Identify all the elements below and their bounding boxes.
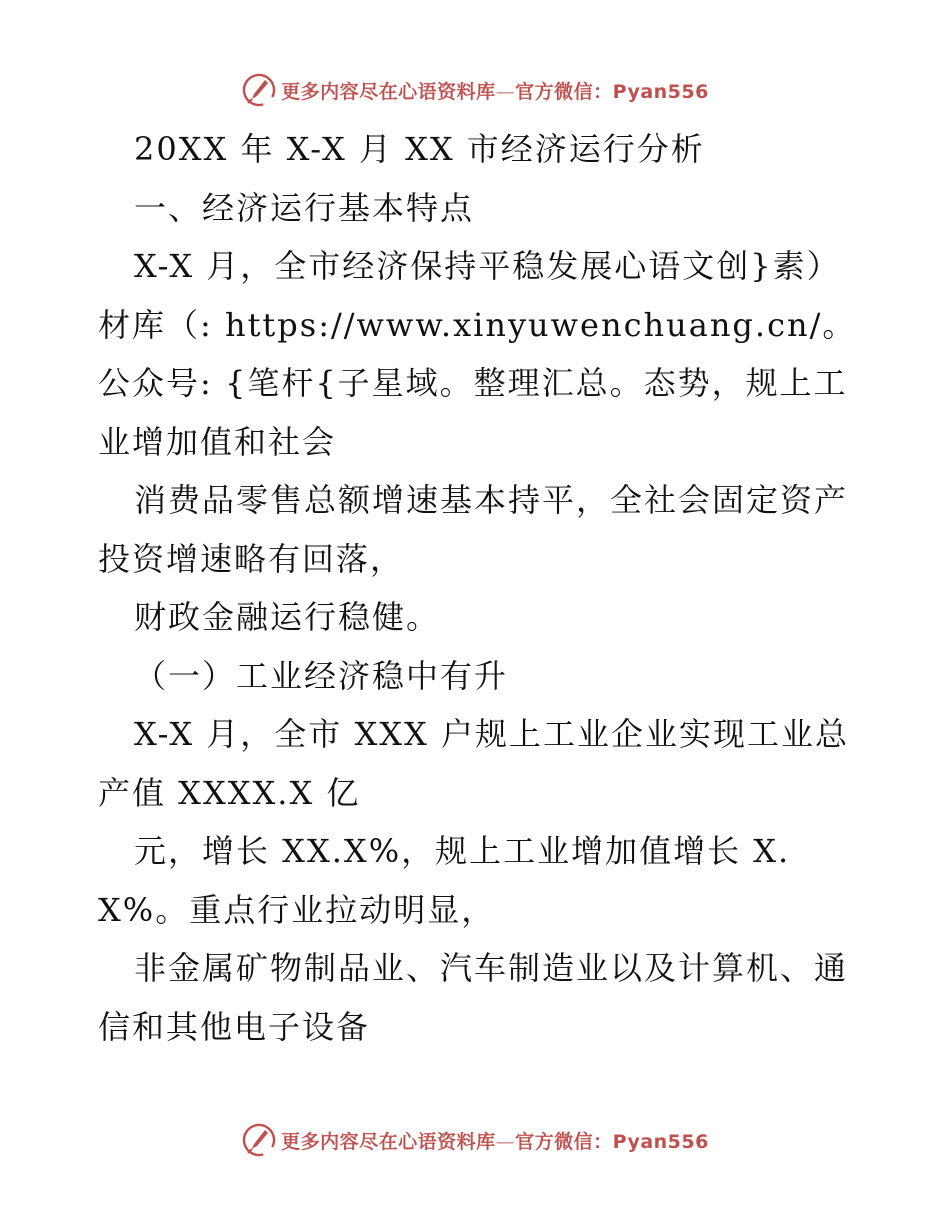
footer-banner xyxy=(0,1118,950,1162)
paragraph: 消费品零售总额增速基本持平，全社会固定资产投资增速略有回落， xyxy=(98,481,849,578)
document-body xyxy=(98,120,858,1056)
paragraph: X-X 月，全市 XXX 户规上工业企业实现工业总产值 XXXX.X 亿 xyxy=(98,715,849,812)
banner-wechat-text: 官方微信：Pyan556 xyxy=(515,1130,709,1153)
document-title: 20XX 年 X-X 月 XX 市经济运行分析 xyxy=(134,130,705,168)
paragraph: 非金属矿物制品业、汽车制造业以及计算机、通信和其他电子设备 xyxy=(98,949,849,1046)
header-banner xyxy=(0,68,950,112)
paragraph: 财政金融运行稳健。 xyxy=(134,598,441,636)
banner-main-text: 更多内容尽在心语资料库 xyxy=(281,80,496,103)
banner-wechat-text: 官方微信：Pyan556 xyxy=(515,80,709,103)
subsection-heading: （一）工业经济稳中有升 xyxy=(134,656,509,695)
quill-pen-logo-icon xyxy=(241,72,277,108)
banner-text xyxy=(281,1127,709,1154)
section-heading: 一、经济运行基本特点 xyxy=(134,188,475,227)
banner-text xyxy=(281,77,709,104)
banner-main-text: 更多内容尽在心语资料库 xyxy=(281,1130,496,1153)
paragraph: 元，增长 XX.X%，规上工业增加值增长 X.X%。重点行业拉动明显， xyxy=(98,832,791,929)
banner-dash: — xyxy=(495,1130,516,1153)
banner-dash: — xyxy=(495,80,516,103)
quill-pen-logo-icon xyxy=(241,1122,277,1158)
paragraph: X-X 月，全市经济保持平稳发展心语文创}素）材库（: https://www.xinyuwenchuang.cn/。公众号: {笔杆{子星域。整理汇总。态势，规上工业增加值和社会 xyxy=(98,247,857,461)
